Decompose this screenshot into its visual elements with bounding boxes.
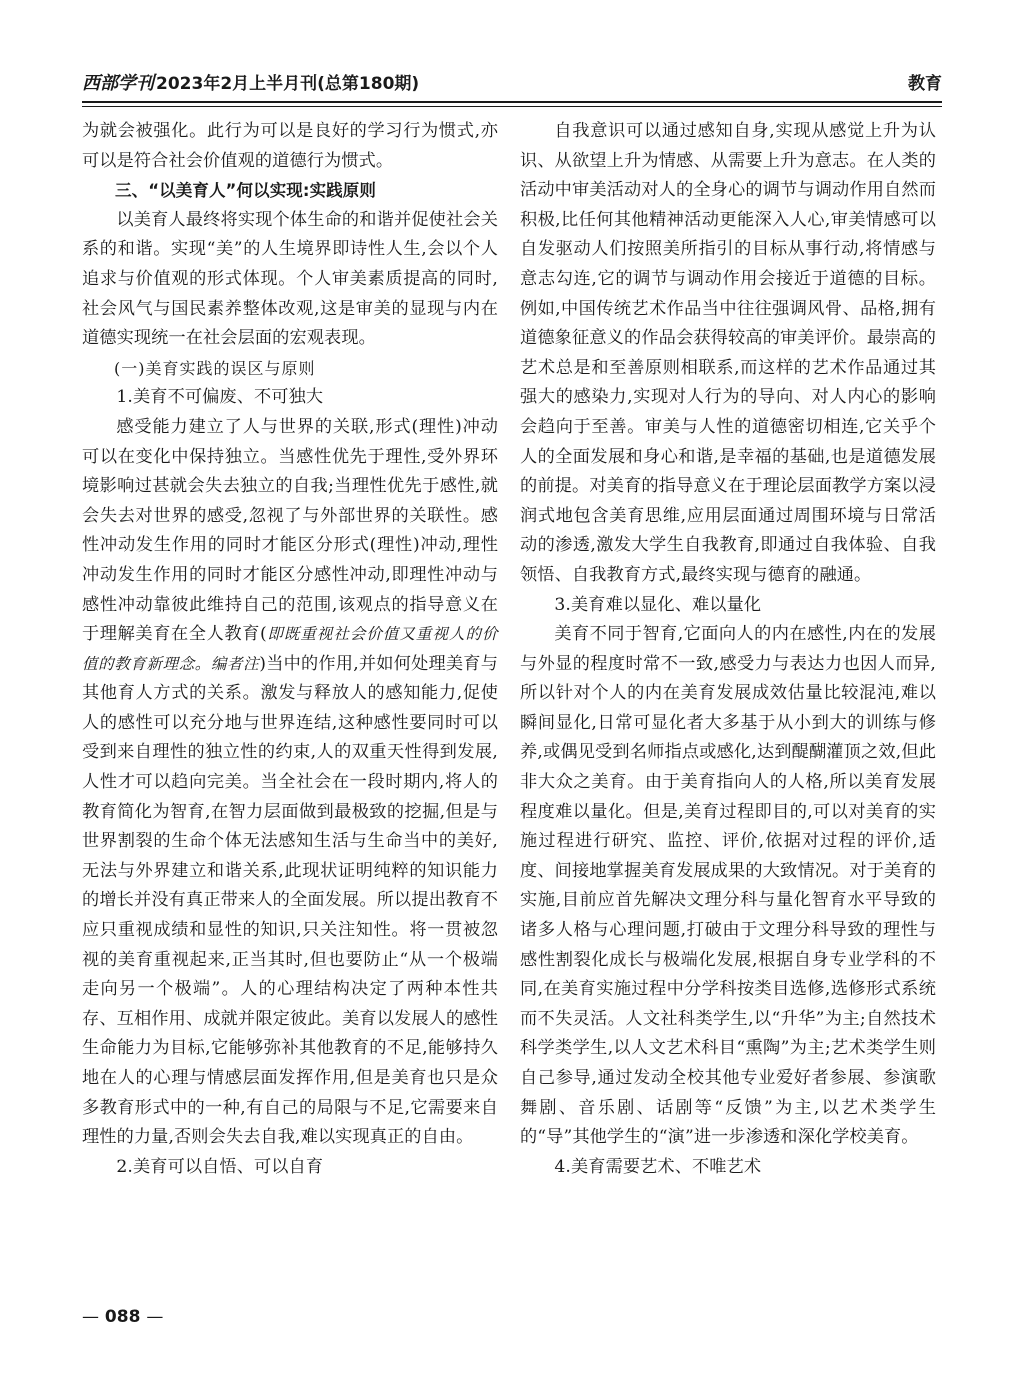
- issue-info: 2023年2月上半月刊(总第180期): [156, 74, 420, 94]
- paragraph: 以美育人最终将实现个体生命的和谐并促使社会关系的和谐。实现“美”的人生境界即诗性人生,会以个人追求与价值观的形式体现。个人审美素质提高的同时,社会风气与国民素养整体改观,这是审美的显现与内在道德实现统一在社会层面的宏观表现。: [82, 209, 498, 349]
- section-heading: 三、“以美育人”何以实现:实践原则: [115, 181, 376, 201]
- paragraph: 自我意识可以通过感知自身,实现从感觉上升为认识、从欲望上升为情感、从需要上升为意志。在人类的活动中审美活动对人的全身心的调节与调动作用自然而积极,比任何其他精神活动更能深入人心,审美情感可以自发驱动人们按照美所指引的目标从事行动,将情感与意志勾连,它的调节与调动作用会接近于道德的目标。例如,中国传统艺术作品当中往往强调风骨、品格,拥有道德象征意义的作品会获得较高的审美评价。最崇高的艺术总是和至善原则相联系,而这样的艺术作品通过其强大的感染力,实现对人行为的导向、对人内心的影响会趋向于至善。审美与人性的道德密切相连,它关乎个人的全面发展和身心和谐,是幸福的基础,也是道德发展的前提。对美育的指导意义在于理论层面教学方案以浸润式地包含美育思维,应用层面通过周围环境与日常活动的渗透,激发大学生自我教育,即通过自我体验、自我领悟、自我教育方式,最终实现与德育的融通。: [520, 121, 936, 585]
- page-number: 088: [104, 1307, 141, 1327]
- running-header: [82, 70, 942, 98]
- editor-note: 即既重视社会价值又重视人的价值的教育新理念。编者注: [82, 625, 498, 673]
- paragraph-text: )当中的作用,并如何处理美育与其他育人方式的关系。激发与释放人的感知能力,促使人的感性可以充分地与世界连结,这种感性要同时可以受到来自理性的独立性的约束,人的双重天性得到发展,人性才可以趋向完美。当全社会在一段时期内,将人的教育简化为智育,在智力层面做到最极致的挖掘,但是与世界割裂的生命个体无法感知生活与生命当中的美好,无法与外界建立和谐关系,此现状证明纯粹的知识能力的增长并没有真正带来人的全面发展。所以提出教育不应只重视成绩和显性的知识,只关注知性。将一贯被忽视的美育重视起来,正当其时,但也要防止“从一个极端走向另一个极端”。人的心理结构决定了两种本性共存、互相作用、成就并限定彼此。美育以发展人的感性生命能力为目标,它能够弥补其他教育的不足,能够持久地在人的心理与情感层面发挥作用,但是美育也只是众多教育形式中的一种,有自己的局限与不足,它需要来自理性的力量,否则会失去自我,难以实现真正的自由。: [82, 653, 498, 1148]
- item-heading: 3.美育难以显化、难以量化: [554, 594, 762, 615]
- section-label: 教育: [908, 74, 942, 94]
- item-heading: 1.美育不可偏废、不可独大: [116, 387, 324, 408]
- paragraph: 美育不同于智育,它面向人的内在感性,内在的发展与外显的程度时常不一致,感受力与表达力也因人而异,所以针对个人的内在美育发展成效估量比较混沌,难以瞬间显化,日常可显化者大多基于从小到大的训练与修养,或偶见受到名师指点或感化,达到醍醐灌顶之效,但此非大众之美育。由于美育指向人的人格,所以美育发展程度难以量化。但是,美育过程即目的,可以对美育的实施过程进行研究、监控、评价,依据对过程的评价,适度、间接地掌握美育发展成果的大致情况。对于美育的实施,目前应首先解决文理分科与量化智育水平导致的诸多人格与心理问题,打破由于文理分科导致的理性与感性割裂化成长与极端化发展,根据自身专业学科的不同,在美育实施过程中分学科按类目选修,选修形式系统而不失灵活。人文社科类学生,以“升华”为主;自然技术科学类学生,以人文艺术科目“熏陶”为主;艺术类学生则自己参导,通过发动全校其他专业爱好者参展、参演歌舞剧、音乐剧、话剧等“反馈”为主,以艺术类学生的“导”其他学生的“演”进一步渗透和深化学校美育。: [520, 624, 936, 1148]
- footer-dash-right: —: [146, 1307, 164, 1327]
- paragraph: 为就会被强化。此行为可以是良好的学习行为惯式,亦可以是符合社会价值观的道德行为惯式。: [82, 121, 498, 171]
- journal-logo: 西部学刊: [82, 73, 154, 94]
- page-footer: [82, 1302, 163, 1332]
- item-heading: 2.美育可以自悟、可以自育: [116, 1156, 324, 1177]
- footer-dash-left: —: [82, 1307, 99, 1327]
- paragraph: [82, 413, 498, 1153]
- item-heading: 4.美育需要艺术、不唯艺术: [554, 1156, 762, 1177]
- header-rule-thin: [82, 106, 942, 107]
- right-column: [520, 117, 936, 1182]
- paragraph-text: 感受能力建立了人与世界的关联,形式(理性)冲动可以在变化中保持独立。当感性优先于理性,受外界环境影响过甚就会失去独立的自我;当理性优先于感性,就会失去对世界的感受,忽视了与外部世界的关联性。感性冲动发生作用的同时才能区分形式(理性)冲动,理性冲动发生作用的同时才能区分感性冲动,即理性冲动与感性冲动靠彼此维持自己的范围,该观点的指导意义在于理解美育在全人教育(: [82, 416, 498, 645]
- left-column: [82, 117, 498, 1182]
- subsection-heading: (一)美育实践的误区与原则: [114, 358, 316, 378]
- header-rule-thick: [82, 101, 942, 103]
